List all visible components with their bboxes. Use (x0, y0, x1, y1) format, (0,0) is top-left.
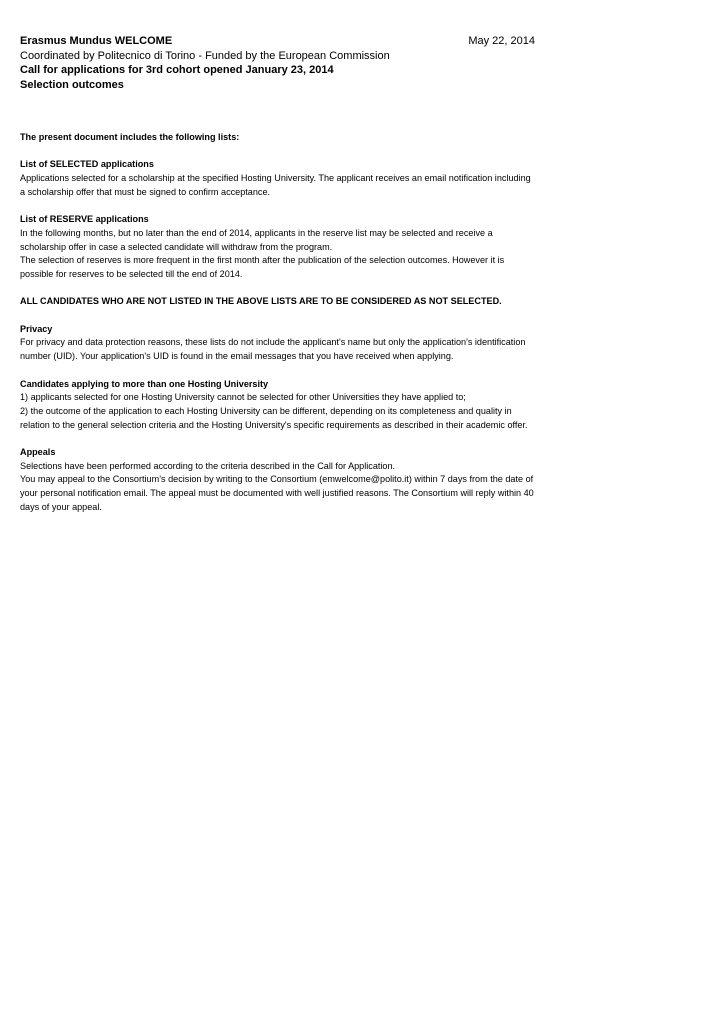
reserve-text-1: In the following months, but no later than the end of 2014, applicants in the reserve list may be selected and receive a scholarship offer in case a selected candidate will withdraw from the program. (20, 227, 493, 252)
reserve-text-2: The selection of reserves is more frequent in the first month after the publication of the selection outcomes. However it is possible for reserves to be selected till the end of 2014. (20, 255, 505, 279)
outcomes-title: Selection outcomes (20, 78, 124, 91)
selected-text: Applications selected for a scholarship at the specified Hosting University. The applicant receives an email notification including a scholarship offer that must be signed to confirm acceptance. (20, 173, 531, 197)
document-header (20, 34, 535, 92)
coordination-line: Coordinated by Politecnico di Torino - Funded by the European Commission (20, 49, 390, 62)
multiple-item-2: 2) the outcome of the application to each Hosting University can be different, depending on its completeness and quality in relation to the general selection criteria and the Hosting University's specific requirements as described in their academic offer. (20, 405, 528, 430)
document-date: May 22, 2014 (468, 35, 535, 47)
call-line: Call for applications for 3rd cohort opened January 23, 2014 (20, 64, 334, 76)
intro-text: The present document includes the following lists: (20, 132, 240, 142)
privacy-text: For privacy and data protection reasons, these lists do not include the applicant's name but only the application's identification number (UID). Your application's UID is found in the email messages that you have received when applying. (20, 337, 526, 362)
selected-heading: List of SELECTED applications (20, 159, 154, 170)
appeals-text-2: You may appeal to the Consortium’s decision by writing to the Consortium (emwelcome@polito.it) within 7 days from the date of your personal notification email. The appeal must be documented with well justified reasons. The Consortium will reply within 40 days of your appeal. (20, 474, 534, 512)
appeals-heading: Appeals (20, 447, 56, 458)
not-selected-notice: ALL CANDIDATES WHO ARE NOT LISTED IN THE ABOVE LISTS ARE TO BE CONSIDERED AS NOT SELECTED. (20, 296, 502, 307)
privacy-heading: Privacy (20, 323, 53, 334)
reserve-heading: List of RESERVE applications (20, 214, 149, 225)
appeals-text-1: Selections have been performed according to the criteria described in the Call for Application. (20, 460, 396, 471)
document-page (20, 34, 535, 515)
multiple-heading: Candidates applying to more than one Hosting University (20, 378, 269, 389)
multiple-item-1: 1) applicants selected for one Hosting University cannot be selected for other Universities they have applied to; (20, 392, 466, 403)
program-title: Erasmus Mundus WELCOME (20, 35, 173, 47)
document-body (20, 131, 535, 515)
